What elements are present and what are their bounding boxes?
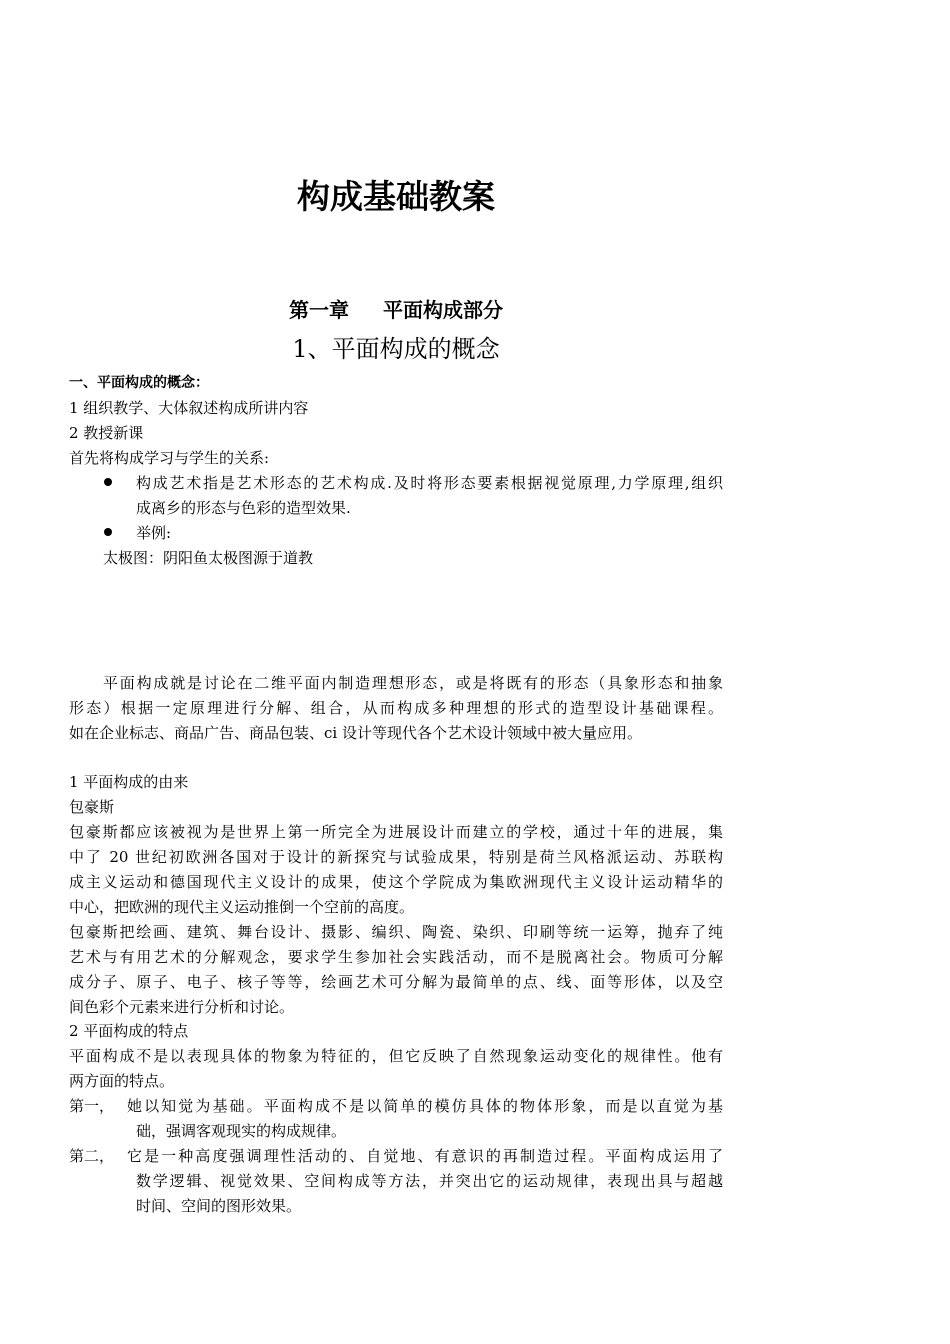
text-line: 形态）根据一定原理进行分解、组合，从而构成多种理想的形式的造型设计基础课程。 — [69, 699, 723, 717]
bullet-text — [136, 471, 723, 521]
text-line: 平面构成不是以表现具体的物象为特征的，但它反映了自然现象运动变化的规律性。他有 — [69, 1047, 723, 1065]
features-heading: 2 平面构成的特点 — [69, 1022, 189, 1040]
text-line: 艺术与有用艺术的分解观念，要求学生参加社会实践活动，而不是脱离社会。物质可分解 — [69, 948, 723, 966]
text-line: 础，强调客观现实的构成规律。 — [136, 1122, 347, 1140]
text-line: 她以知觉为基础。平面构成不是以简单的模仿具体的物体形象，而是以直觉为基 — [127, 1097, 723, 1115]
bauhaus-paragraph-2 — [69, 920, 723, 1020]
chapter-heading — [0, 296, 792, 324]
text-line: 中了 20 世纪初欧洲各国对于设计的新探究与试验成果，特别是荷兰风格派运动、苏联构 — [69, 848, 723, 866]
bullet-icon — [104, 528, 112, 536]
text-line: 成分子、原子、电子、核子等等，绘画艺术可分解为最简单的点、线、面等形体，以及空 — [69, 973, 723, 991]
text-line: 成离乡的形态与色彩的造型效果. — [136, 499, 351, 517]
feature-label: 第二， — [69, 1147, 115, 1165]
text-line: 成主义运动和德国现代主义设计的成果，使这个学院成为集欧洲现代主义设计运动精华的 — [69, 873, 723, 891]
concept-heading: 一、平面构成的概念： — [69, 375, 209, 391]
text-line: 包豪斯把绘画、建筑、舞台设计、摄影、编织、陶瓷、染织、印刷等统一运筹，抛弃了纯 — [69, 923, 723, 941]
bullet-text: 举例: — [136, 524, 172, 542]
text-line: 它是一种高度强调理性活动的、自觉地、有意识的再制造过程。平面构成运用了 — [127, 1147, 723, 1165]
section-title: 1、平面构成的概念 — [292, 335, 500, 363]
relation-intro: 首先将构成学习与学生的关系: — [69, 449, 270, 467]
bauhaus-label: 包豪斯 — [69, 798, 115, 816]
text-line: 平面构成就是讨论在二维平面内制造理想形态，或是将既有的形态（具象形态和抽象 — [103, 674, 723, 692]
features-intro — [69, 1044, 723, 1094]
feature-text — [127, 1144, 723, 1219]
definition-paragraph — [69, 671, 723, 746]
text-line: 构成艺术指是艺术形态的艺术构成.及时将形态要素根据视觉原理,力学原理,组织 — [136, 474, 723, 492]
text-line: 时间、空间的图形效果。 — [136, 1197, 302, 1215]
text-line: 两方面的特点。 — [69, 1072, 175, 1090]
step-item: 2 教授新课 — [69, 424, 144, 442]
origin-heading: 1 平面构成的由来 — [69, 773, 189, 791]
feature-text — [127, 1094, 723, 1144]
feature-label: 第一， — [69, 1097, 115, 1115]
chapter-name: 平面构成部分 — [383, 298, 503, 322]
text-line: 间色彩个元素来进行分析和讨论。 — [69, 998, 295, 1016]
text-line: 如在企业标志、商品广告、商品包装、ci 设计等现代各个艺术设计领域中被大量应用。 — [69, 724, 642, 742]
step-item: 1 组织教学、大体叙述构成所讲内容 — [69, 399, 309, 417]
bullet-icon — [104, 478, 112, 486]
document-title: 构成基础教案 — [297, 177, 495, 216]
chapter-number: 第一章 — [289, 298, 349, 322]
taiji-example: 太极图：阴阳鱼太极图源于道教 — [103, 549, 314, 567]
text-line: 数学逻辑、视觉效果、空间构成等方法，并突出它的运动规律，表现出具与超越 — [136, 1172, 723, 1190]
text-line: 包豪斯都应该被视为是世界上第一所完全为进展设计而建立的学校，通过十年的进展，集 — [69, 823, 723, 841]
bauhaus-paragraph-1 — [69, 820, 723, 920]
text-line: 中心，把欧洲的现代主义运动推倒一个空前的高度。 — [69, 898, 415, 916]
